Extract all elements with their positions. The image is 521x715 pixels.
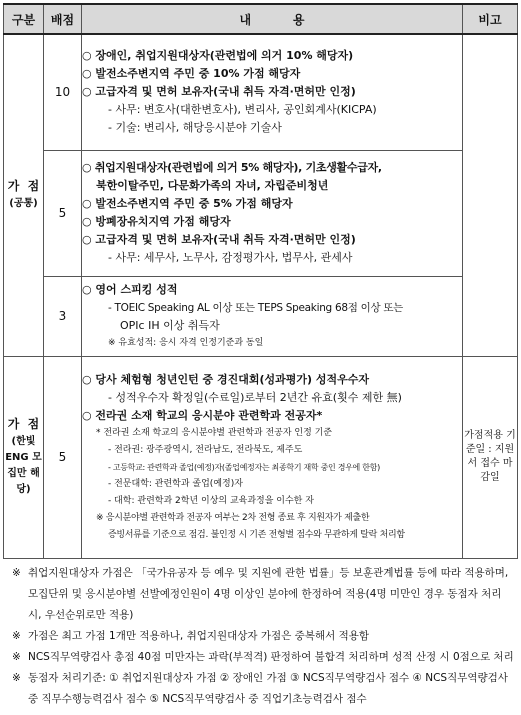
- footnote: [6, 563, 515, 626]
- footnote-text: 가점은 최고 가점 1개만 적용하나, 취업지원대상자 가점은 중복해서 적용함: [28, 630, 370, 642]
- content-cell: [82, 356, 463, 558]
- category-label: 가 점: [7, 417, 40, 431]
- table-row: [4, 34, 518, 150]
- content-cell: [82, 34, 463, 150]
- category-label: 가 점: [7, 179, 40, 194]
- header-category: 구분: [4, 4, 44, 34]
- table-header-row: [4, 4, 518, 34]
- list-item: ○ 발전소주변지역 주민 중 5% 가점 해당자: [82, 197, 293, 210]
- note-mark: ※: [12, 651, 21, 663]
- content-cell: [82, 150, 463, 276]
- note-mark: ※: [12, 630, 21, 642]
- footnote-text: NCS직무역량검사 총점 40점 미만자는 과락(부적격) 판정하여 불합격 처리하며 성적 산정 시 0점으로 처리: [28, 651, 514, 663]
- list-item: ※ 유효성적: 응시 자격 인정기준과 동일: [108, 337, 264, 348]
- points-cell: 10: [44, 34, 82, 150]
- list-item: - 고등학교: 관련학과 졸업(예정)자(졸업예정자는 최종학기 재학 중인 경우에 한함): [108, 462, 380, 472]
- list-item: - 기술: 변리사, 해당응시분야 기술사: [108, 121, 282, 135]
- list-item: ○ 고급자격 및 면허 보유자(국내 취득 자격·면허만 인정): [82, 233, 356, 246]
- list-item: ○ 장애인, 취업지원대상자(관련법에 의거 10% 해당자): [82, 49, 354, 63]
- list-item: OPIc IH 이상 취득자: [120, 318, 220, 332]
- footnote: [6, 626, 515, 647]
- list-item: ○ 전라권 소재 학교의 응시분야 관련학과 전공자*: [82, 408, 323, 422]
- list-item: ○ 취업지원대상자(관련법에 의거 5% 해당자), 기초생활수급자,: [82, 161, 382, 174]
- list-item: 증빙서류를 기준으로 점검. 불인정 시 기존 전형별 점수와 무관하게 탈락 처리함: [108, 529, 405, 540]
- footnote: [6, 668, 515, 710]
- list-item: - 대학: 관련학과 2학년 이상의 교육과정을 이수한 자: [108, 495, 314, 506]
- list-item: ○ 영어 스피킹 성적: [82, 282, 178, 296]
- note-mark: ※: [12, 567, 21, 579]
- list-item: - TOEIC Speaking AL 이상 또는 TEPS Speaking 68점 이상 또는: [108, 301, 404, 314]
- remarks-cell-empty: [463, 34, 518, 356]
- footnote-text: 취업지원대상자 가점은 「국가유공자 등 예우 및 지원에 관한 법률」등 보훈관계법률 등에 따라 적용하며, 모집단위 및 응시분야별 선발예정인원이 4명 이상인 분야에 한정하여 적용(4명 미만인 경우 동점자 처리 시, 우선순위로만 적용): [28, 567, 509, 621]
- footnotes: [6, 563, 515, 710]
- header-points: 배점: [44, 4, 82, 34]
- content-cell: [82, 276, 463, 356]
- list-item: ※ 응시분야별 관련학과 전공자 여부는 2차 전형 종료 후 지원자가 제출한: [96, 512, 370, 523]
- list-item: 북한이탈주민, 다문화가족의 자녀, 자립준비청년: [96, 179, 329, 192]
- list-item: - 사무: 변호사(대한변호사), 변리사, 공인회계사(KICPA): [108, 103, 377, 117]
- list-item: ○ 고급자격 및 면허 보유자(국내 취득 자격·면허만 인정): [82, 85, 356, 99]
- list-item: * 전라권 소재 학교의 응시분야별 관련학과 전공자 인정 기준: [96, 427, 333, 438]
- category-sub-label: (한빛ENG 모집만 해당): [5, 436, 42, 495]
- category-hanbit-eng: [4, 356, 44, 558]
- points-cell: 3: [44, 276, 82, 356]
- category-common: [4, 34, 44, 356]
- list-item: - 성적우수자 확정일(수료일)로부터 2년간 유효(횟수 제한 無): [108, 390, 402, 404]
- remarks-cell: 가점적용 기준일 : 지원서 접수 마감일: [463, 356, 518, 558]
- points-cell: 5: [44, 150, 82, 276]
- table-row: [4, 150, 518, 276]
- list-item: ○ 당사 체험형 청년인턴 중 경진대회(성과평가) 성적우수자: [82, 372, 370, 386]
- table-row: [4, 356, 518, 558]
- list-item: - 사무: 세무사, 노무사, 감정평가사, 법무사, 관세사: [108, 251, 353, 264]
- header-remarks: 비고: [463, 4, 518, 34]
- bonus-points-table: [3, 3, 518, 559]
- category-sub-label: (공통): [9, 198, 38, 210]
- list-item: - 전라권: 광주광역시, 전라남도, 전라북도, 제주도: [108, 444, 303, 455]
- list-item: ○ 발전소주변지역 주민 중 10% 가점 해당자: [82, 67, 301, 81]
- points-cell: 5: [44, 356, 82, 558]
- note-mark: ※: [12, 672, 21, 684]
- list-item: ○ 방폐장유치지역 가점 해당자: [82, 215, 231, 228]
- footnote: [6, 647, 515, 668]
- footnote-text: 동점자 처리기준: ① 취업지원대상자 가점 ② 장애인 가점 ③ NCS직무역량검사 점수 ④ NCS직무역량검사 중 직무수행능력검사 점수 ⑤ NCS직무역량검사 중 직업기초능력검사 점수: [28, 672, 508, 705]
- header-content: 내 용: [82, 4, 463, 34]
- list-item: - 전문대학: 관련학과 졸업(예정)자: [108, 478, 243, 489]
- table-row: [4, 276, 518, 356]
